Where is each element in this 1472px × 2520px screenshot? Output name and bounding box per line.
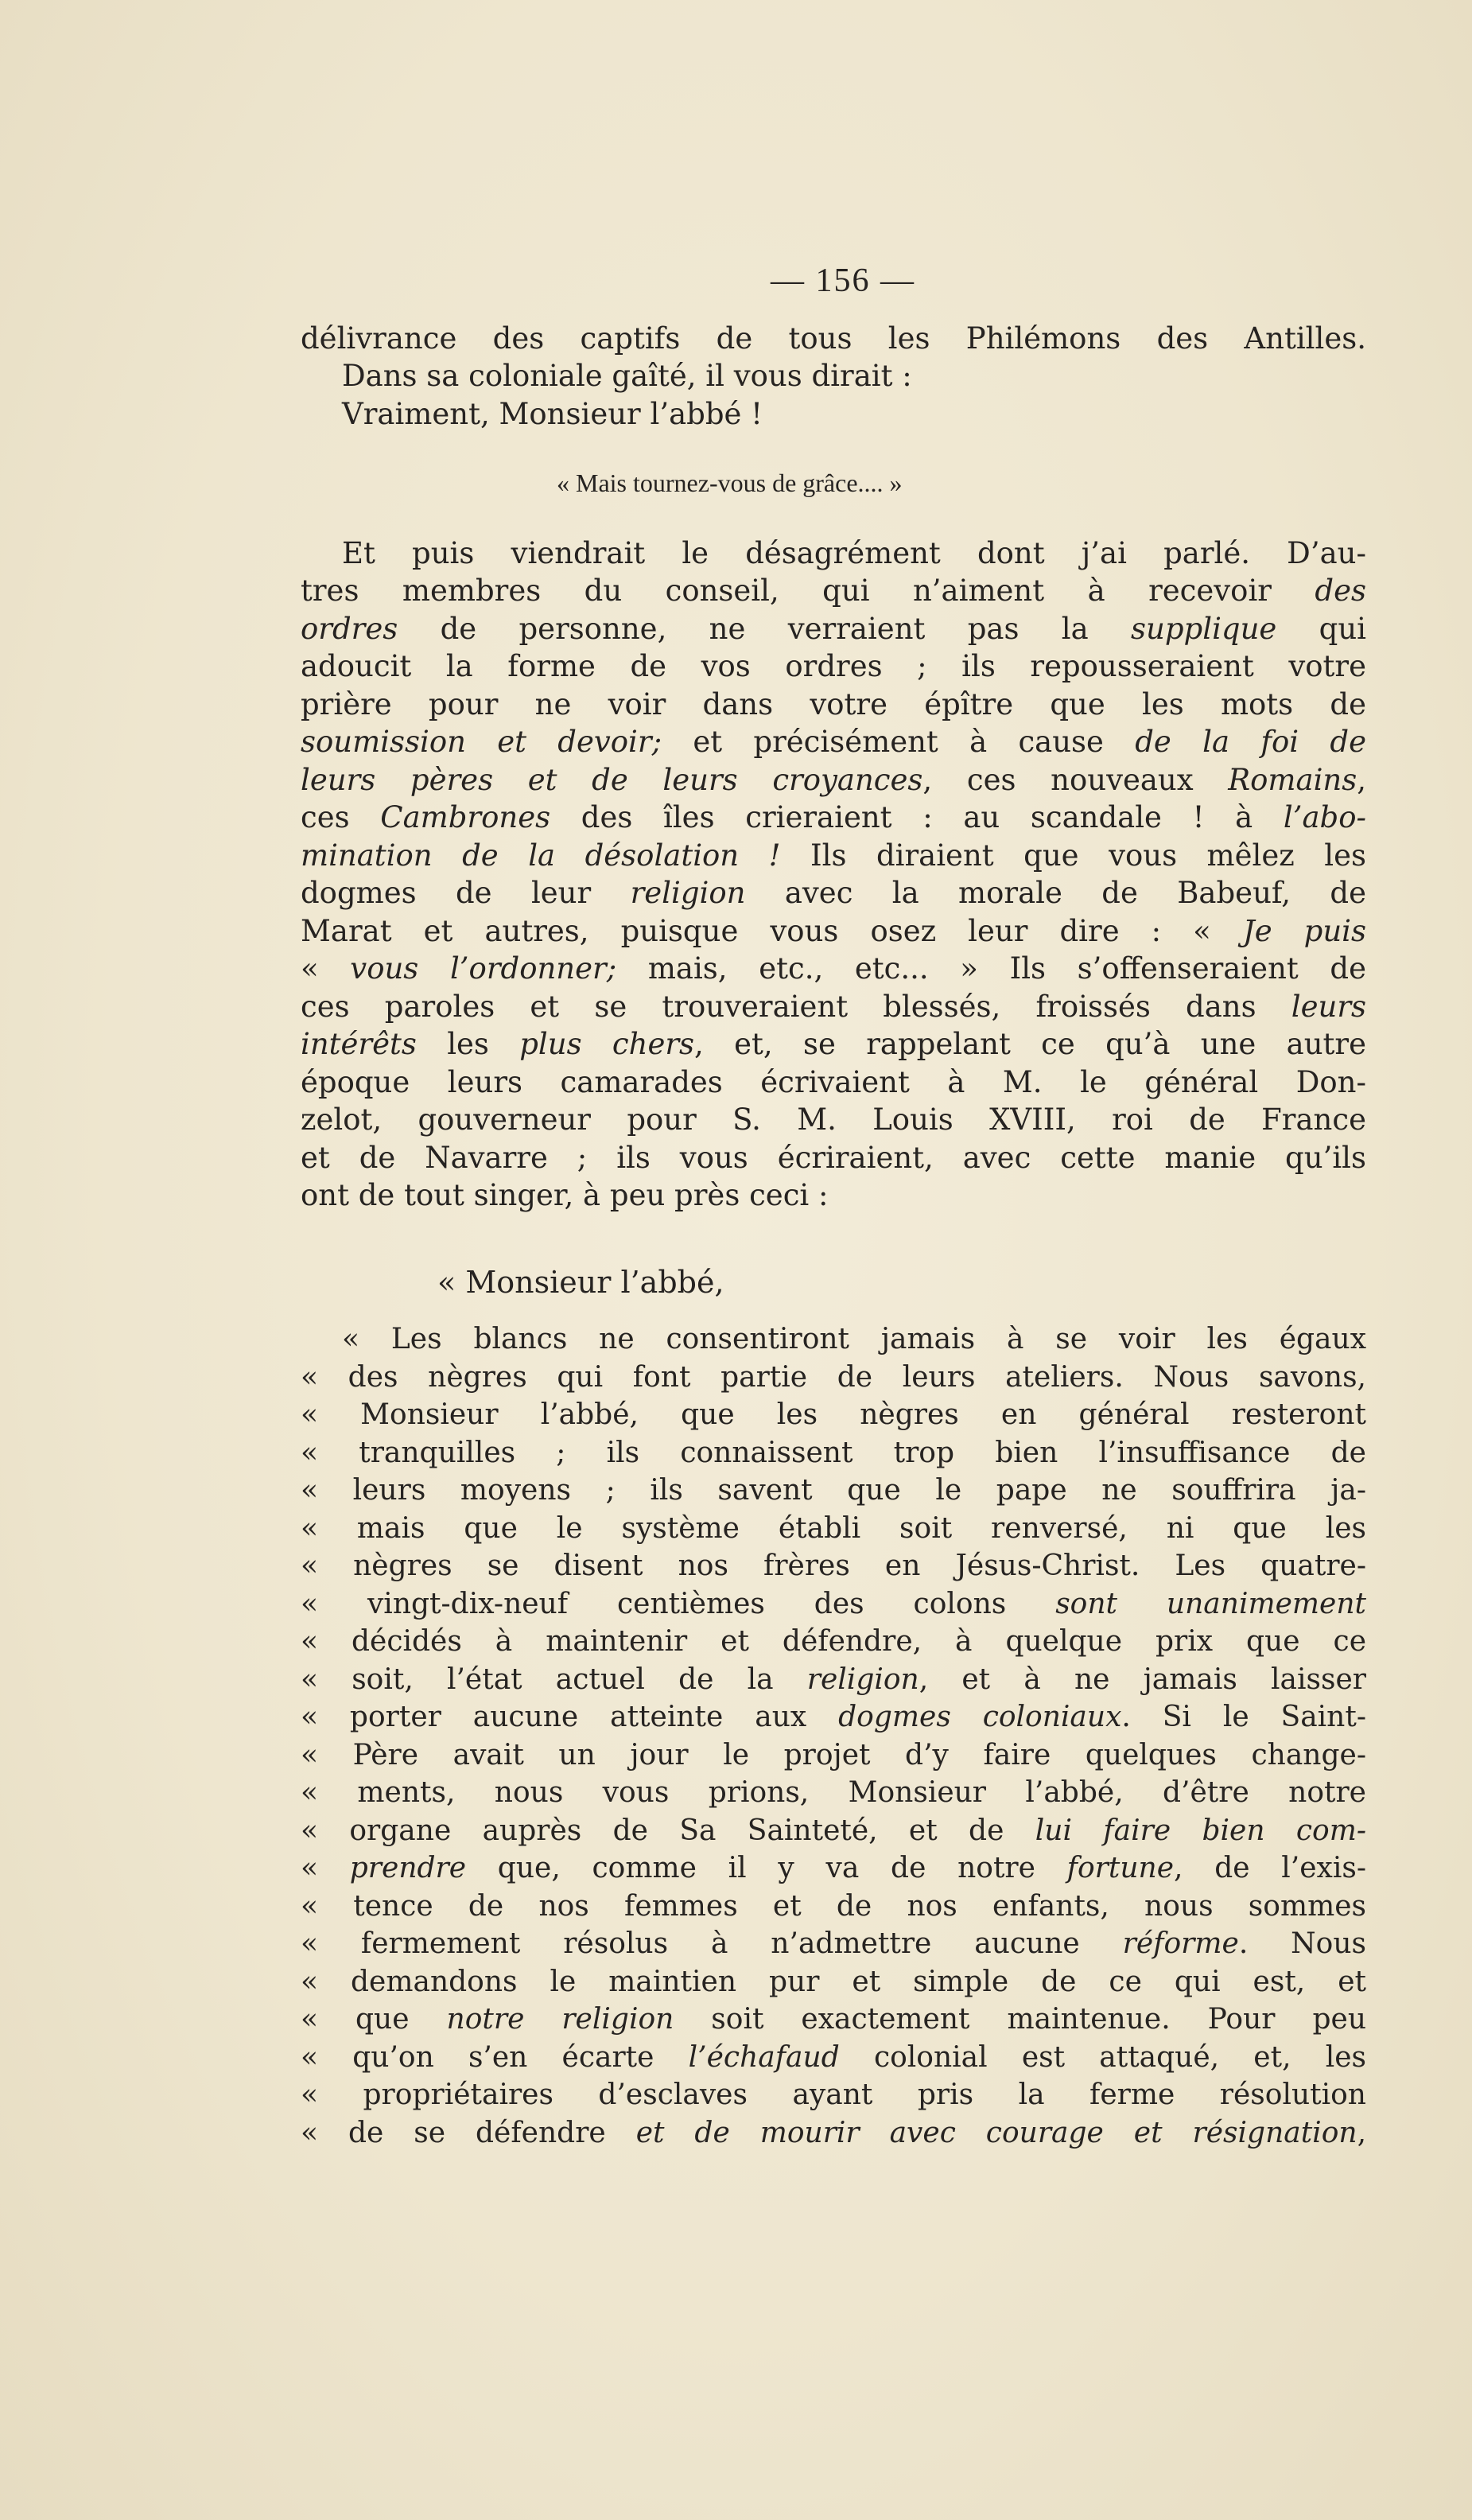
letter-line <box>301 1774 1366 1812</box>
text-run: Ils diraient que vous mêlez les <box>780 838 1366 873</box>
italic-text: intérêts <box>301 1027 417 1061</box>
italic-text: supplique <box>1131 611 1277 646</box>
text-run: . Si le Saint- <box>1121 1701 1366 1733</box>
text-run: « <box>301 951 351 986</box>
letter-line <box>301 1925 1366 1963</box>
letter-line <box>301 1698 1366 1736</box>
italic-text: ordres <box>301 611 398 646</box>
paragraph-1-line <box>301 357 1366 395</box>
letter-line <box>301 1888 1366 1926</box>
text-run: « Père avait un jour le projet d’y faire quelques change- <box>301 1738 1366 1771</box>
text-run: époque leurs camarades écrivaient à M. le général Don- <box>301 1064 1366 1099</box>
letter-line <box>301 1849 1366 1888</box>
text-run: , de l’exis- <box>1174 1852 1367 1884</box>
paragraph-2-line <box>301 572 1366 610</box>
paragraph-2-line <box>301 950 1366 988</box>
letter-line <box>301 2114 1366 2152</box>
text-run: qui <box>1276 611 1366 646</box>
paragraph-2-line <box>301 799 1366 837</box>
text-run: , ces nouveaux <box>922 762 1229 797</box>
italic-text: prendre <box>349 1852 467 1884</box>
paragraph-2-line <box>301 1176 1366 1215</box>
text-run: Et puis viendrait le désagrément dont j’ai parlé. D’au- <box>342 535 1366 570</box>
paragraph-2 <box>301 535 1366 1215</box>
text-run: « vingt-dix-neuf centièmes des colons <box>301 1587 1056 1620</box>
text-run: « nègres se disent nos frères en Jésus-Christ. Les quatre- <box>301 1550 1366 1582</box>
paragraph-2-line <box>301 988 1366 1026</box>
letter-line <box>301 1396 1366 1434</box>
italic-text: plus chers <box>519 1027 695 1061</box>
text-run: « porter aucune atteinte aux <box>301 1701 839 1733</box>
italic-text: lui faire bien com- <box>1035 1814 1366 1847</box>
text-run: « tence de nos femmes et de nos enfants, nous sommes <box>301 1889 1366 1923</box>
text-run: , <box>1357 762 1366 797</box>
italic-text: de la foi de <box>1135 725 1367 759</box>
paragraph-2-line <box>301 648 1366 686</box>
text-run: « Les blancs ne consentiront jamais à se voir les égaux <box>342 1323 1366 1355</box>
text-run: « <box>301 1852 350 1884</box>
paragraph-2-line <box>301 837 1366 875</box>
letter-body <box>301 1320 1366 2152</box>
text-run: zelot, gouverneur pour S. M. Louis XVIII, roi de France <box>301 1102 1366 1137</box>
text-run: « leurs moyens ; ils savent que le pape ne souffrira ja- <box>301 1474 1366 1507</box>
paragraph-2-line <box>301 1064 1366 1102</box>
text-run: adoucit la forme de vos ordres ; ils repousseraient votre <box>301 649 1366 683</box>
letter-address: « Monsieur l’abbé, <box>437 1264 724 1300</box>
letter-line <box>301 1661 1366 1699</box>
text-run: « soit, l’état actuel de la <box>301 1662 807 1696</box>
text-run: et précisément à cause <box>662 725 1136 759</box>
paragraph-2-line <box>301 610 1366 648</box>
letter-line <box>301 1472 1366 1510</box>
italic-text: religion <box>806 1662 919 1696</box>
letter-line <box>301 1320 1366 1359</box>
text-run: « fermement résolus à n’admettre aucune <box>301 1927 1123 1960</box>
text-run: Vraiment, Monsieur l’abbé ! <box>342 396 763 431</box>
text-run: des îles crieraient : au scandale ! à <box>550 800 1284 834</box>
italic-text: et de mourir avec courage et résignation <box>635 2116 1357 2149</box>
text-block <box>301 262 1366 2152</box>
text-run: « des nègres qui font partie de leurs ateliers. Nous savons, <box>301 1360 1366 1394</box>
italic-text: notre religion <box>446 2003 674 2036</box>
italic-text: des <box>1315 574 1366 608</box>
text-run: « que <box>301 2003 447 2036</box>
letter-line <box>301 1736 1366 1775</box>
text-run: avec la morale de Babeuf, de <box>745 876 1366 910</box>
text-run: mais, etc., etc... » Ils s’offenseraient de <box>616 951 1366 986</box>
text-run: dogmes de leur <box>301 876 631 910</box>
text-run: Marat et autres, puisque vous osez leur dire : « <box>301 913 1243 948</box>
paragraph-2-line <box>301 912 1366 951</box>
paragraph-2-line <box>301 1101 1366 1139</box>
text-run: tres membres du conseil, qui n’aiment à recevoir <box>301 574 1315 608</box>
italic-text: sont unanimement <box>1055 1587 1366 1620</box>
text-run: « ments, nous vous prions, Monsieur l’abbé, d’être notre <box>301 1776 1366 1809</box>
italic-text: fortune <box>1066 1852 1175 1884</box>
letter-line <box>301 1585 1366 1624</box>
text-run: , et à ne jamais laisser <box>919 1662 1366 1696</box>
text-run: colonial est attaqué, et, les <box>839 2040 1366 2074</box>
italic-text: leurs pères et de leurs croyances <box>301 762 923 797</box>
text-run: que, comme il y va de notre <box>466 1852 1067 1884</box>
text-run: Dans sa coloniale gaîté, il vous dirait : <box>342 359 912 393</box>
text-run: les <box>416 1027 520 1061</box>
paragraph-1-line <box>301 395 1366 434</box>
italic-text: vous l’ordonner; <box>350 951 617 986</box>
letter-line <box>301 1963 1366 2001</box>
text-run: , et, se rappelant ce qu’à une autre <box>694 1027 1366 1061</box>
text-run: « organe auprès de Sa Sainteté, et de <box>301 1814 1035 1847</box>
letter-line <box>301 2076 1366 2114</box>
italic-text: l’échafaud <box>688 2040 840 2074</box>
text-run: délivrance des captifs de tous les Philémons des Antilles. <box>301 321 1366 356</box>
text-run: de personne, ne verraient pas la <box>398 611 1132 646</box>
paragraph-2-line <box>301 1139 1366 1177</box>
text-run: « Monsieur l’abbé, que les nègres en général resteront <box>301 1398 1366 1431</box>
text-run: . Nous <box>1238 1927 1366 1960</box>
letter-line <box>301 1812 1366 1850</box>
text-run: ces paroles et se trouveraient blessés, froissés dans <box>301 989 1291 1024</box>
text-run: et de Navarre ; ils vous écriraient, avec cette manie qu’ils <box>301 1140 1366 1175</box>
text-run: soit exactement maintenue. Pour peu <box>674 2003 1366 2036</box>
paragraph-1-line <box>301 320 1366 358</box>
italic-text: mination de la désolation ! <box>301 838 781 873</box>
letter-line <box>301 2001 1366 2039</box>
italic-text: dogmes coloniaux <box>838 1701 1122 1733</box>
italic-text: Je puis <box>1242 913 1367 948</box>
letter-line <box>301 1510 1366 1548</box>
letter-line <box>301 1623 1366 1661</box>
italic-text: Cambrones <box>380 800 551 834</box>
paragraph-2-line <box>301 1025 1366 1064</box>
paragraph-2-line <box>301 686 1366 724</box>
letter-line <box>301 2039 1366 2077</box>
paragraph-2-line <box>301 723 1366 761</box>
text-run: « mais que le système établi soit renversé, ni que les <box>301 1511 1366 1545</box>
italic-text: réforme <box>1122 1927 1239 1960</box>
italic-text: l’abo- <box>1283 800 1367 834</box>
italic-text: religion <box>630 876 746 910</box>
text-run: « propriétaires d’esclaves ayant pris la ferme résolution <box>301 2079 1366 2111</box>
italic-text: leurs <box>1291 989 1366 1024</box>
text-run: « de se défendre <box>301 2116 636 2149</box>
text-run: ont de tout singer, à peu près ceci : <box>301 1178 829 1212</box>
text-run: prière pour ne voir dans votre épître que les mots de <box>301 686 1366 721</box>
text-run: « qu’on s’en écarte <box>301 2040 689 2074</box>
text-run: , <box>1357 2116 1367 2149</box>
text-run: « tranquilles ; ils connaissent trop bien l’insuffisance de <box>301 1436 1366 1469</box>
text-run: ces <box>301 800 381 834</box>
page-number: — 156 — <box>771 262 915 299</box>
italic-text: soumission et devoir; <box>301 725 662 759</box>
letter-line <box>301 1434 1366 1472</box>
italic-text: Romains <box>1228 762 1357 797</box>
letter-line <box>301 1359 1366 1397</box>
letter-line <box>301 1547 1366 1585</box>
text-run: « décidés à maintenir et défendre, à quelque prix que ce <box>301 1625 1366 1658</box>
paragraph-1 <box>301 320 1366 434</box>
text-run: « demandons le maintien pur et simple de ce qui est, et <box>301 1965 1366 1998</box>
paragraph-2-line <box>301 761 1366 799</box>
paragraph-2-line <box>301 874 1366 912</box>
paragraph-2-line <box>301 535 1366 573</box>
quote-intro: « Mais tournez-vous de grâce.... » <box>557 469 903 497</box>
